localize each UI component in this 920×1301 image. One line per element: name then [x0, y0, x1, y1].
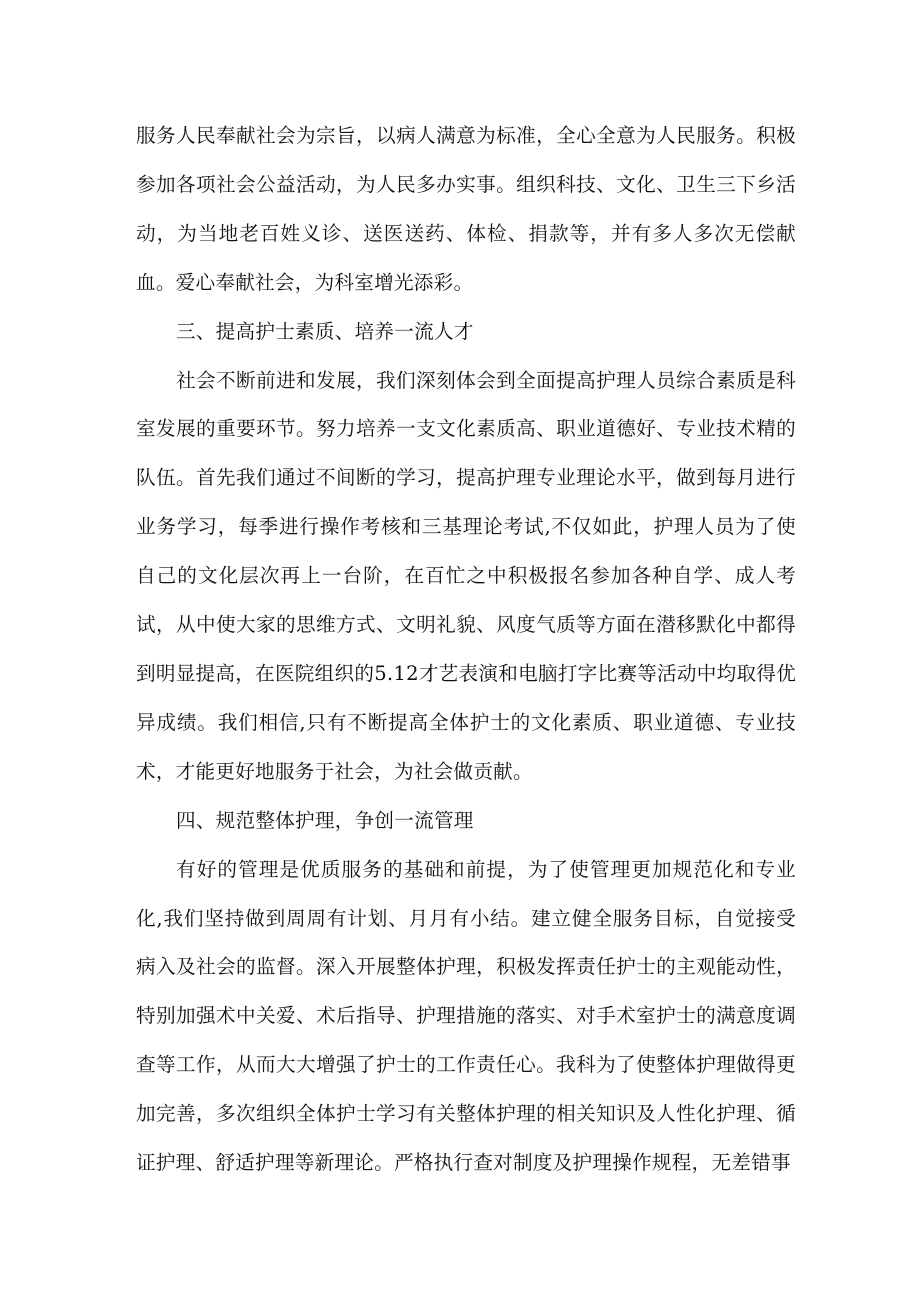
paragraph-continuation: 服务人民奉献社会为宗旨，以病人满意为标准，全心全意为人民服务。积极参加各项社会公益活动，为人民多办实事。组织科技、文化、卫生三下乡活动，为当地老百姓义诊、送医送药、体检、捐款等，并有多人多次无偿献血。爱心奉献社会，为科室增光添彩。: [136, 124, 796, 294]
paragraph-nurse-quality: 社会不断前进和发展，我们深刻体会到全面提高护理人员综合素质是科室发展的重要环节。努力培养一支文化素质高、职业道德好、专业技术精的队伍。首先我们通过不间断的学习，提高护理专业理论水平，做到每月进行业务学习，每季进行操作考核和三基理论考试,不仅如此，护理人员为了使自己的文化层次再上一台阶，在百忙之中积极报名参加各种自学、成人考试，从中使大家的思维方式、文明礼貌、风度气质等方面在潜移默化中都得到明显提高，在医院组织的5.12才艺表演和电脑打字比赛等活动中均取得优异成绩。我们相信,只有不断提高全体护士的文化素质、职业道德、专业技术，才能更好地服务于社会，为社会做贡献。: [136, 368, 796, 783]
section-heading-4: 四、规范整体护理，争创一流管理: [176, 808, 474, 832]
section-heading-3: 三、提高护士素质、培养一流人才: [176, 319, 474, 343]
document-body: [136, 112, 796, 1188]
paragraph-management: 有好的管理是优质服务的基础和前提，为了使管理更加规范化和专业化,我们坚持做到周周有计划、月月有小结。建立健全服务目标，自觉接受病入及社会的监督。深入开展整体护理，积极发挥责任护士的主观能动性，特别加强术中关爱、术后指导、护理措施的落实、对手术室护士的满意度调查等工作，从而大大增强了护士的工作责任心。我科为了使整体护理做得更加完善，多次组织全体护士学习有关整体护理的相关知识及人性化护理、循证护理、舒适护理等新理论。严格执行查对制度及护理操作规程，无差错事: [136, 857, 796, 1175]
